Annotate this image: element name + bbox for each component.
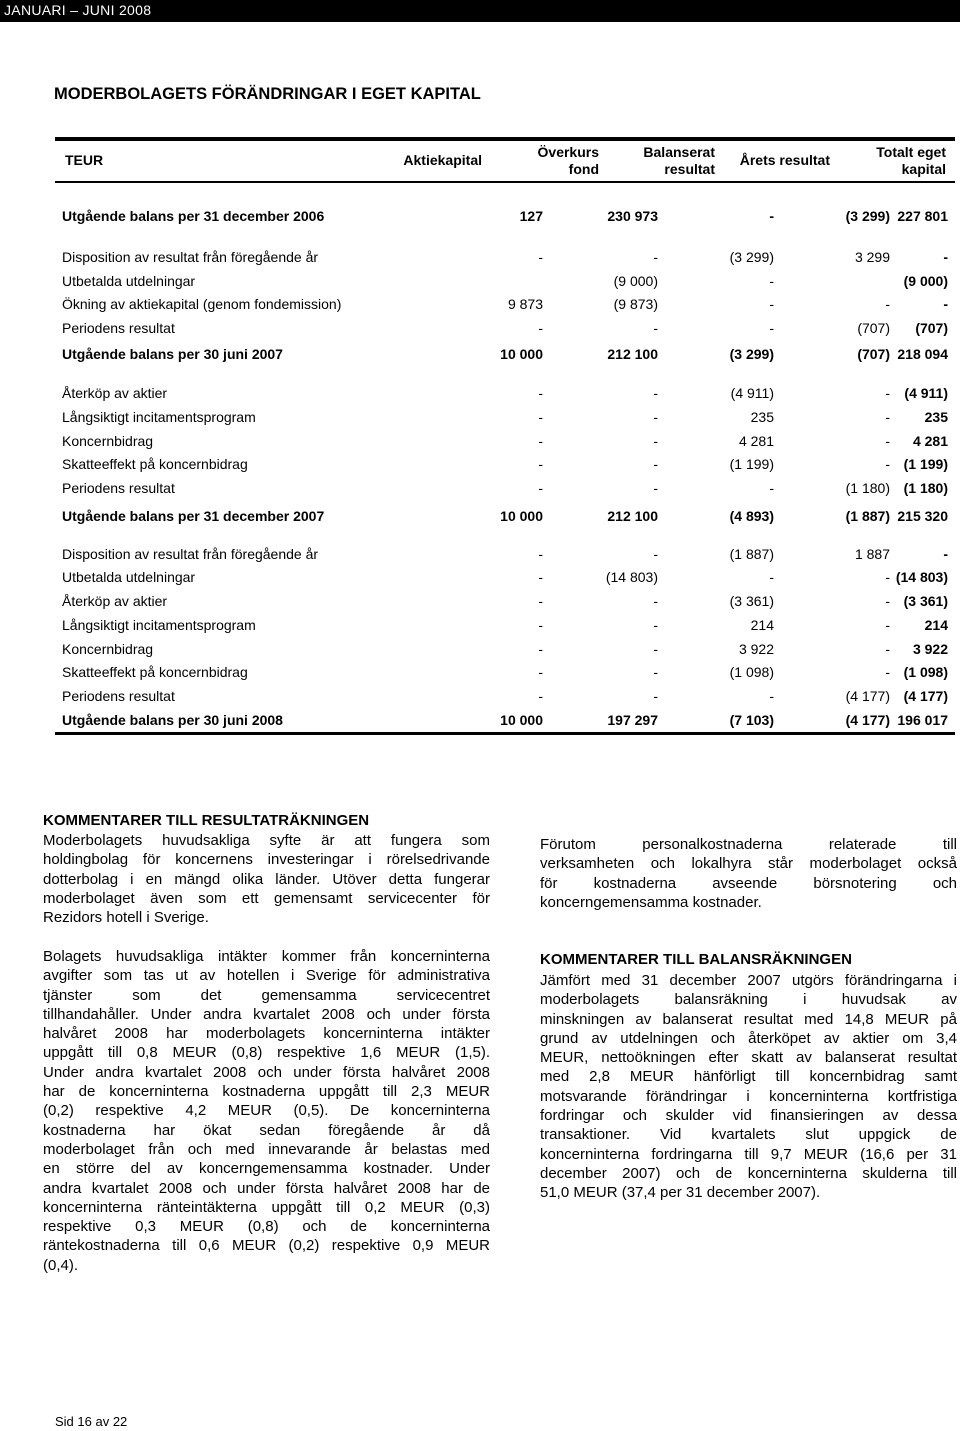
row-value: - [769,320,774,336]
row-value: - [769,208,774,224]
row-label: Periodens resultat [62,320,175,336]
row-label: Återköp av aktier [62,385,168,401]
text-line: MEUR, nettoökningen efter skatt av balanserat resultat [540,1049,957,1067]
left-paragraph-1 [43,831,490,927]
right-comment-title: KOMMENTARER TILL BALANSRÄKNINGEN [540,951,852,968]
row-value: (1 180) [903,480,948,496]
row-value: (1 887) [845,508,890,524]
text-line: minskningen av balanserat resultat med 14,8 MEUR på [540,1010,957,1028]
right-paragraph-1 [540,835,957,912]
row-value: - [653,617,658,633]
row-value: (707) [915,320,948,336]
row-value: 212 100 [607,508,658,524]
text-line: tjänster som det gemensamma servicecentret [43,986,490,1004]
left-comment-title: KOMMENTARER TILL RESULTATRÄKNINGEN [43,812,370,829]
text-line: grund av utdelningen och återköpet av aktier om 3,4 [540,1029,957,1047]
column-header-balanserat: Balanserat resultat [643,144,715,177]
row-value: 3 922 [912,641,948,657]
table-row [62,456,950,476]
row-value: - [653,546,658,562]
row-value: - [885,593,890,609]
row-value: - [769,296,774,312]
row-label: Koncernbidrag [62,433,154,449]
row-value: (3 361) [729,593,774,609]
row-value: (1 887) [729,546,774,562]
row-label: Utgående balans per 31 december 2006 [62,208,325,224]
row-value: 1 887 [854,546,890,562]
row-value: - [653,480,658,496]
table-row [62,249,950,269]
text-line: koncerninterna ränteintäkterna uppgått till 0,2 MEUR (0,3) [43,1198,490,1216]
text-line: moderbolaget även som ett gemensamt servicecenter för [43,889,490,907]
table-row [62,617,950,637]
row-value: (707) [857,346,890,362]
table-row [62,320,950,340]
row-label: Utbetalda utdelningar [62,273,196,289]
table-row [62,409,950,429]
row-value: - [885,569,890,585]
row-value: - [653,593,658,609]
row-value: - [885,385,890,401]
row-value: - [943,546,948,562]
row-value: 212 100 [607,346,658,362]
row-value: - [538,249,543,265]
column-header-teur: TEUR [65,152,104,168]
row-value: 10 000 [500,346,543,362]
table-row [62,296,950,316]
row-value: - [653,456,658,472]
row-value: (9 873) [613,296,658,312]
row-value: 214 [924,617,948,633]
table-row [62,641,950,661]
text-line: räntekostnaderna till 0,6 MEUR (0,2) respektive 0,9 MEUR [43,1237,490,1255]
text-line: Bolagets huvudsakliga intäkter kommer från koncerninterna [43,948,490,965]
row-value: (4 893) [729,508,774,524]
row-value: - [538,593,543,609]
row-value: (7 103) [729,712,774,728]
row-value: 197 297 [607,712,658,728]
row-value: 214 [750,617,774,633]
text-line: moderbolaget från och med innevarande år belastas med [43,1140,490,1158]
text-line: 51,0 MEUR (37,4 per 31 december 2007). [540,1184,821,1202]
row-value: 235 [924,409,948,425]
row-value: - [653,320,658,336]
row-value: 235 [750,409,774,425]
text-line: december 2007) och de koncerninterna skulderna till [540,1164,957,1182]
table-row [62,569,950,589]
row-value: (4 911) [730,385,774,401]
row-value: - [885,409,890,425]
page-header [0,0,960,22]
text-line: motsvarande förändringar i koncerninterna kortfristiga [540,1087,957,1105]
row-value: - [769,480,774,496]
row-value: 9 873 [507,296,543,312]
row-value: 10 000 [500,712,543,728]
text-line: respektive 0,3 MEUR (0,8) och de koncerninterna [43,1218,490,1236]
row-value: - [538,433,543,449]
row-value: - [885,456,890,472]
text-line: uppgått till 0,8 MEUR (0,8) respektive 1,6 MEUR (1,5). [43,1044,490,1062]
table-row [62,208,950,228]
table-row [62,273,950,293]
table-row [62,593,950,613]
row-value: - [885,664,890,680]
text-line: med 2,8 MEUR hänförligt till koncernbidrag samt [540,1068,957,1086]
row-value: - [885,641,890,657]
column-header-arets-resultat: Årets resultat [739,152,830,168]
text-line: dotterbolag i en mängd olika länder. Utöver detta fungerar [43,870,490,888]
text-line: andra kvartalet 2008 och under första halvåret 2008 har de [43,1179,490,1197]
row-value: - [885,617,890,633]
row-value: 227 801 [897,208,948,224]
row-value: 127 [519,208,543,224]
row-value: - [538,617,543,633]
row-value: (14 803) [605,569,658,585]
row-value: (9 000) [903,273,948,289]
row-value: (4 911) [904,385,948,401]
column-header-overkurs: Överkurs fond [537,144,599,177]
row-value: (3 299) [845,208,890,224]
row-value: - [653,409,658,425]
text-line: en större del av koncerngemensamma kostnader. Under [43,1160,490,1178]
row-value: (4 177) [845,712,890,728]
row-value: 215 320 [897,508,948,524]
page-title: MODERBOLAGETS FÖRÄNDRINGAR I EGET KAPITAL [54,85,481,103]
text-line: (0,2) respektive 4,2 MEUR (0,5). De koncerninterna [43,1102,490,1120]
table-row [62,480,950,500]
column-header-aktiekapital: Aktiekapital [403,152,482,168]
text-line: transaktioner. Vid kvartalets slut uppgick de [540,1126,957,1144]
row-value: (1 180) [845,480,890,496]
text-line: har de koncerninterna kostnaderna uppgått till 2,3 MEUR [43,1083,490,1101]
row-value: - [653,641,658,657]
text-line: för kostnaderna avseende börsnotering och [540,874,957,892]
row-value: - [653,433,658,449]
text-line: halvåret 2008 har moderbolagets koncerninterna intäkter [43,1025,490,1043]
row-label: Periodens resultat [62,688,175,704]
table-row [62,712,950,732]
row-value: (14 803) [895,569,948,585]
row-value: 230 973 [607,208,658,224]
row-value: - [769,273,774,289]
row-value: - [538,546,543,562]
row-value: (1 199) [903,456,948,472]
row-value: 3 922 [738,641,774,657]
row-value: - [653,664,658,680]
text-line: fordringar och skulder vid finansieringen av dessa [540,1107,957,1125]
row-value: - [538,409,543,425]
left-paragraph-2 [43,947,490,1275]
text-line: Under andra kvartalet 2008 och under första halvåret 2008 [43,1063,490,1081]
text-line: (0,4). [43,1256,79,1274]
row-value: 4 281 [912,433,948,449]
row-label: Utgående balans per 31 december 2007 [62,508,325,524]
text-line: moderbolagets balansräkning i huvudsak av [540,991,957,1009]
row-label: Skatteeffekt på koncernbidrag [62,456,248,472]
row-label: Koncernbidrag [62,641,154,657]
text-line: tillhandahåller. Under andra kvartalet 2008 och under första [43,1005,490,1023]
row-value: - [653,385,658,401]
row-value: - [653,688,658,704]
row-value: - [538,385,543,401]
row-value: - [538,480,543,496]
row-value: (1 199) [729,456,774,472]
text-line: Förutom personalkostnaderna relaterade till [540,836,957,853]
header-text: JANUARI – JUNI 2008 [4,2,152,18]
row-value: - [538,688,543,704]
text-line: kostnaderna har ökat sedan föregående år då [43,1121,490,1139]
row-label: Skatteeffekt på koncernbidrag [62,664,248,680]
table-row [62,546,950,566]
row-value: 196 017 [897,712,948,728]
row-value: (4 177) [903,688,948,704]
row-value: - [769,688,774,704]
row-value: (1 098) [729,664,774,680]
table-row [62,688,950,708]
table-row [62,433,950,453]
row-value: (4 177) [845,688,890,704]
row-value: - [769,569,774,585]
row-value: 3 299 [854,249,890,265]
row-value: 10 000 [500,508,543,524]
row-value: (3 299) [729,249,774,265]
row-label: Utbetalda utdelningar [62,569,196,585]
text-line: Jämfört med 31 december 2007 utgörs förändringarna i [540,972,957,989]
row-label: Utgående balans per 30 juni 2007 [62,346,283,362]
table-row [62,508,950,528]
row-value: (3 299) [729,346,774,362]
row-value: - [885,296,890,312]
table-row [62,346,950,366]
row-label: Disposition av resultat från föregående år [62,249,319,265]
row-value: - [538,664,543,680]
table-row [62,385,950,405]
row-label: Återköp av aktier [62,593,168,609]
row-value: 218 094 [897,346,948,362]
text-line: Moderbolagets huvudsakliga syfte är att fungera som [43,832,490,849]
row-value: - [943,249,948,265]
row-value: - [538,641,543,657]
text-line: koncerninterna fordringarna till 9,7 MEUR (16,6 per 31 [540,1145,957,1163]
table-row [62,664,950,684]
text-line: verksamheten och lokalhyra står moderbolaget också [540,855,957,873]
table-top-rule [55,137,955,141]
row-value: - [885,433,890,449]
row-value: - [538,456,543,472]
text-line: koncerngemensamma kostnader. [540,893,762,911]
row-value: (9 000) [613,273,658,289]
column-header-totalt: Totalt eget kapital [876,144,946,177]
row-value: 4 281 [738,433,774,449]
row-value: - [653,249,658,265]
table-header-rule [55,181,955,183]
row-value: (3 361) [903,593,948,609]
row-label: Disposition av resultat från föregående år [62,546,319,562]
row-label: Långsiktigt incitamentsprogram [62,617,256,633]
text-line: avgifter som tas ut av hotellen i Sverige för administrativa [43,967,490,985]
table-bottom-rule [55,732,955,735]
text-line: holdingbolag för koncernens investeringar i rörelsedrivande [43,851,490,869]
row-value: (1 098) [903,664,948,680]
row-value: - [538,320,543,336]
row-label: Periodens resultat [62,480,175,496]
row-label: Ökning av aktiekapital (genom fondemission) [62,296,342,312]
right-paragraph-2 [540,971,957,1203]
row-value: - [538,569,543,585]
row-value: - [943,296,948,312]
text-line: Rezidors hotell i Sverige. [43,909,209,927]
page-number: Sid 16 av 22 [55,1414,128,1429]
row-value: (707) [857,320,890,336]
row-label: Utgående balans per 30 juni 2008 [62,712,283,728]
row-label: Långsiktigt incitamentsprogram [62,409,256,425]
